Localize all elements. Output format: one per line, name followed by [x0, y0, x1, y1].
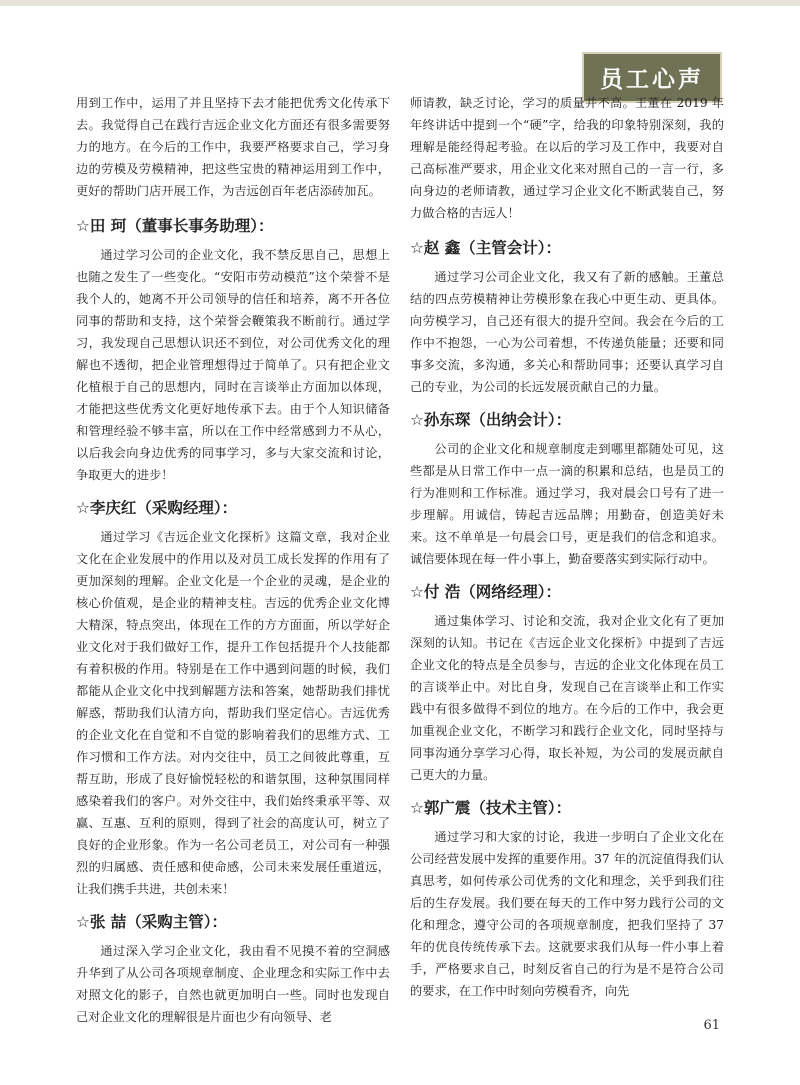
- section-body-fu-hao: 通过集体学习、讨论和交流，我对企业文化有了更加深刻的认知。书记在《吉远企业文化探析》中提到了吉远企业文化的特点是全员参与，吉远的企业文化体现在员工的言谈举止中。对比自身，发现自己在言谈举止和工作实践中有很多做得不到位的地方。在今后的工作中，我会更加重视企业文化，不断学习和践行企业文化，同时坚持与同事沟通分享学习心得，取长补短，为公司的发展贡献自己更大的力量。: [410, 614, 724, 782]
- section-body-guo-guangzhen: 通过学习和大家的讨论，我进一步明白了企业文化在公司经营发展中发挥的重要作用。37 年的沉淀值得我们认真思考，如何传承公司优秀的文化和理念，关乎到我们往后的生存发展。我们要在每天的工作中努力践行公司的文化和理念，遵守公司的各项规章制度，把我们坚持了 37 年的优良传统传承下去。这就要求我们从每一件小事上着手，严格要求自己，时刻反省自己的行为是不是符合公司的要求，在工作中时刻向劳模看齐，向先: [410, 830, 724, 998]
- right-intro-paragraph: 师请教，缺乏讨论，学习的质量并不高。王董在 2019 年年终讲话中提到一个“硬”字，给我的印象特别深刻，我的理解是能经得起考验。在以后的学习及工作中，我要对自己高标准严要求，用企业文化来对照自己的一言一行，多向身边的老师请教，通过学习企业文化不断武装自己，努力做合格的吉远人！: [410, 96, 724, 220]
- section-heading-zhang-zhe: ☆张 喆（采购主管）：: [76, 913, 228, 931]
- left-column: [76, 92, 390, 1028]
- section-body-tian-ke: 通过学习公司的企业文化，我不禁反思自己，思想上也随之发生了一些变化。“安阳市劳动模范”这个荣誉不是我个人的，她离不开公司领导的信任和培养，离不开各位同事的帮助和支持，这个荣誉会鞭策我不断前行。通过学习，我发现自己思想认识还不到位，对公司优秀文化的理解也不透彻，把企业管理想得过于简单了。只有把企业文化植根于自己的思想内，同时在言谈举止方面加以体现，才能把这些优秀文化更好地传承下去。由于个人知识储备和管理经验不够丰富，所以在工作中经常感到力不从心，以后我会向身边优秀的同事学习，多与大家交流和讨论，争取更大的进步！: [76, 248, 390, 482]
- section-heading-fu-hao: ☆付 浩（网络经理）：: [410, 583, 562, 601]
- section-heading-tian-ke: ☆田 珂（董事长事务助理）：: [76, 217, 274, 235]
- section-heading-zhao-xin: ☆赵 鑫（主管会计）：: [410, 239, 562, 257]
- top-border-band: [0, 0, 800, 6]
- section-heading-guo-guangzhen: ☆郭广震（技术主管）：: [410, 799, 572, 817]
- section-body-zhao-xin: 通过学习公司企业文化，我又有了新的感触。王董总结的四点劳模精神让劳模形象在我心中更生动、更具体。向劳模学习，自己还有很大的提升空间。我会在今后的工作中不抱怨，一心为公司着想，不传递负能量；还要和同事多交流，多沟通，多关心和帮助同事；还要认真学习自己的专业，为公司的长远发展贡献自己的力量。: [410, 270, 724, 394]
- section-body-li-qinghong: 通过学习《吉远企业文化探析》这篇文章，我对企业文化在企业发展中的作用以及对员工成长发挥的作用有了更加深刻的理解。企业文化是一个企业的灵魂，是企业的核心价值观，是企业的精神支柱。吉远的优秀企业文化博大精深，特点突出，体现在工作的方方面面，所以学好企业文化对于我们做好工作，提升工作包括提升个人技能都有着积极的作用。特别是在工作中遇到问题的时候，我们都能从企业文化中找到解题方法和答案，她帮助我们排忧解惑，帮助我们认清方向，帮助我们坚定信心。吉远优秀的企业文化在自觉和不自觉的影响着我们的思维方式、工作习惯和工作方法。对内交往中，员工之间彼此尊重，互帮互助，形成了良好愉悦轻松的和谐氛围，这种氛围同样感染着我们的客户。对外交往中，我们始终秉承平等、双赢、互惠、互利的原则，得到了社会的高度认可，树立了良好的企业形象。作为一名公司老员工，对公司有一种强烈的归属感、责任感和使命感，公司未来发展任重道远，让我们携手共进，共创未来！: [76, 530, 390, 896]
- section-heading-li-qinghong: ☆李庆红（采购经理）：: [76, 499, 238, 517]
- page-number: 61: [703, 1018, 720, 1033]
- right-column: [410, 92, 724, 1002]
- section-heading-sun-dongchen: ☆孙东琛（出纳会计）：: [410, 411, 572, 429]
- section-body-sun-dongchen: 公司的企业文化和规章制度走到哪里都随处可见，这些都是从日常工作中一点一滴的积累和总结，也是员工的行为准则和工作标准。通过学习，我对晨会口号有了进一步理解。用诚信，铸起吉远品牌；用勤奋，创造美好未来。这不单单是一句晨会口号，更是我们的信念和追求。诚信要体现在每一件小事上，勤奋要落实到实际行动中。: [410, 442, 724, 566]
- left-intro-paragraph: 用到工作中，运用了并且坚持下去才能把优秀文化传承下去。我觉得自己在践行吉远企业文化方面还有很多需要努力的地方。在今后的工作中，我要严格要求自己，学习身边的劳模及劳模精神，把这些宝贵的精神运用到工作中，更好的帮助门店开展工作，为吉远创百年老店添砖加瓦。: [76, 96, 390, 198]
- section-body-zhang-zhe: 通过深入学习企业文化，我由看不见摸不着的空洞感升华到了从公司各项规章制度、企业理念和实际工作中去对照文化的影子，自然也就更加明白一些。同时也发现自己对企业文化的理解很是片面也少有向领导、老: [76, 944, 390, 1024]
- section-tag: 员工心声: [582, 52, 722, 103]
